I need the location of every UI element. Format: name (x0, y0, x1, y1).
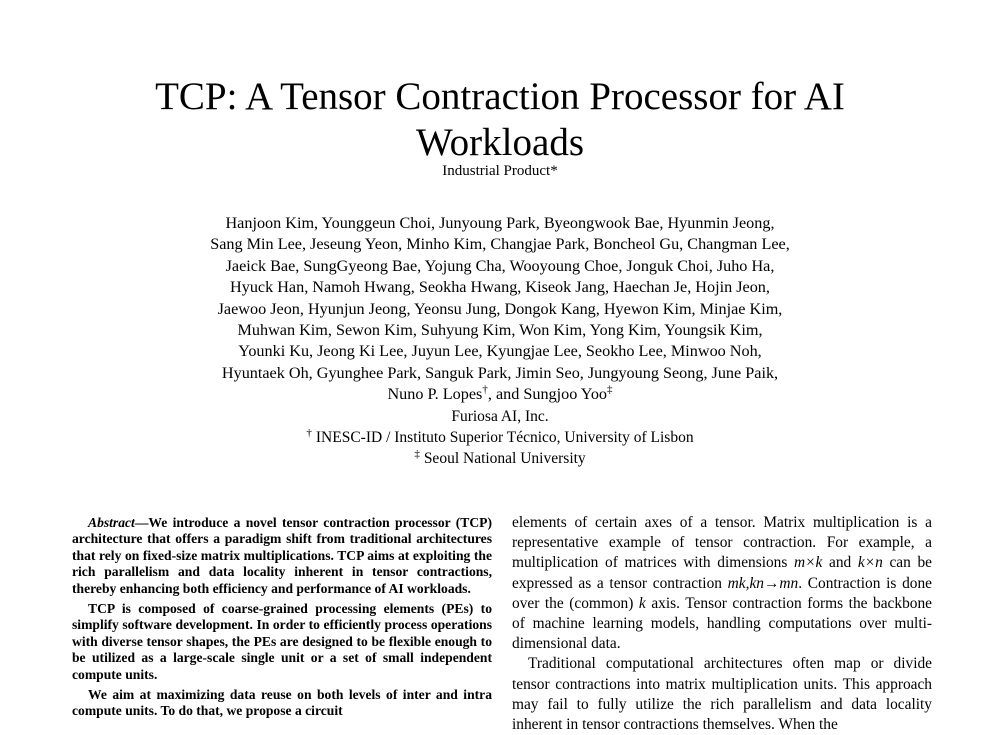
paper-subtitle: Industrial Product* (442, 163, 558, 179)
author-line: Muhwan Kim, Sewon Kim, Suhyung Kim, Won Kim, Yong Kim, Youngsik Kim, (237, 321, 763, 340)
dagger-mark: † (482, 383, 488, 396)
author-line: Hyuntaek Oh, Gyunghee Park, Sanguk Park, Jimin Seo, Jungyoung Seong, June Paik, (221, 363, 779, 382)
paper-title: TCP: A Tensor Contraction Processor for AI Workloads (155, 75, 845, 164)
double-dagger-mark: ‡ (414, 447, 420, 460)
author-line: Jaeick Bae, SungGyeong Bae, Yojung Cha, Wooyoung Choe, Jonguk Choi, Juho Ha, (225, 256, 775, 275)
abstract-paragraph: We aim at maximizing data reuse on both levels of inter and intra compute units. To do that, we propose a circuit (72, 687, 492, 719)
author-line: Hanjoon Kim, Younggeun Choi, Junyoung Park, Byeongwook Bae, Hyunmin Jeong, (225, 214, 775, 232)
author-line: Sang Min Lee, Jeseung Yeon, Minho Kim, Changjae Park, Boncheol Gu, Changman Lee, (210, 235, 790, 254)
abstract-paragraph (72, 515, 492, 597)
author-name: , and Sungjoo Yoo (487, 385, 608, 404)
abstract-paragraph: TCP is composed of coarse-grained processing elements (PEs) to simplify software development. In order to efficiently process operations with diverse tensor shapes, the PEs are designed to be flexible enough to be utilized as a large-scale single unit or a set of small independent compute units. (72, 601, 492, 682)
math-expression: k (638, 594, 646, 612)
author-line-last (130, 384, 870, 405)
body-text: axis. Tensor contraction forms the backbone of machine learning models, handling computations over multi-dimensional data. (512, 594, 932, 653)
abstract-column (72, 515, 492, 724)
affiliation-text: INESC-ID / Instituto Superior Técnico, University of Lisbon (315, 429, 694, 446)
dagger-mark: † (306, 426, 312, 439)
body-paragraph: Traditional computational architectures often map or divide tensor contractions into matrix multiplication units. This approach may fail to fully utilize the rich parallelism and data locality inherent in tensor contractions themselves. When the (512, 655, 932, 734)
math-expression: mk,kn→mn (727, 574, 799, 592)
body-text: can be expressed as a tensor contraction (512, 554, 932, 592)
author-line: Jaewoo Jeon, Hyunjun Jeong, Yeonsu Jung, Dongok Kang, Hyewon Kim, Minjae Kim, (217, 299, 783, 318)
abstract-label: Abstract (88, 515, 135, 530)
affiliation-dagger (0, 428, 1000, 447)
author-line: Younki Ku, Jeong Ki Lee, Juyun Lee, Kyungjae Lee, Seokho Lee, Minwoo Noh, (238, 342, 762, 361)
math-expression: m×k (794, 554, 823, 572)
author-line: Hyuck Han, Namoh Hwang, Seokha Hwang, Kiseok Jang, Haechan Je, Hojin Jeon, (230, 278, 770, 297)
author-name: Nuno P. Lopes (387, 385, 483, 404)
double-dagger-mark: ‡ (607, 383, 613, 396)
body-text: elements of certain axes of a tensor. Matrix multiplication is a representative example of tensor contraction. For example, a multiplication of matrices with dimensions (512, 514, 932, 572)
affiliation-double-dagger (0, 449, 1000, 468)
body-paragraph (512, 513, 932, 654)
affiliation-text: Seoul National University (423, 450, 586, 467)
affiliation-primary: Furiosa AI, Inc. (451, 408, 549, 425)
body-text: . Contraction is done over the (common) (512, 574, 932, 612)
math-expression: k×n (857, 554, 883, 572)
abstract-text: We introduce a novel tensor contraction processor (TCP) architecture that offers a paradigm shift from traditional architectures that rely on fixed-size matrix multiplications. TCP aims at exploiting the rich parallelism and data locality inherent in tensor contractions, thereby enhancing both efficiency and performance of AI workloads. (72, 515, 492, 596)
body-column (512, 513, 932, 735)
abstract-dash: — (134, 515, 149, 530)
body-text: and (822, 554, 858, 572)
author-list (130, 213, 870, 406)
